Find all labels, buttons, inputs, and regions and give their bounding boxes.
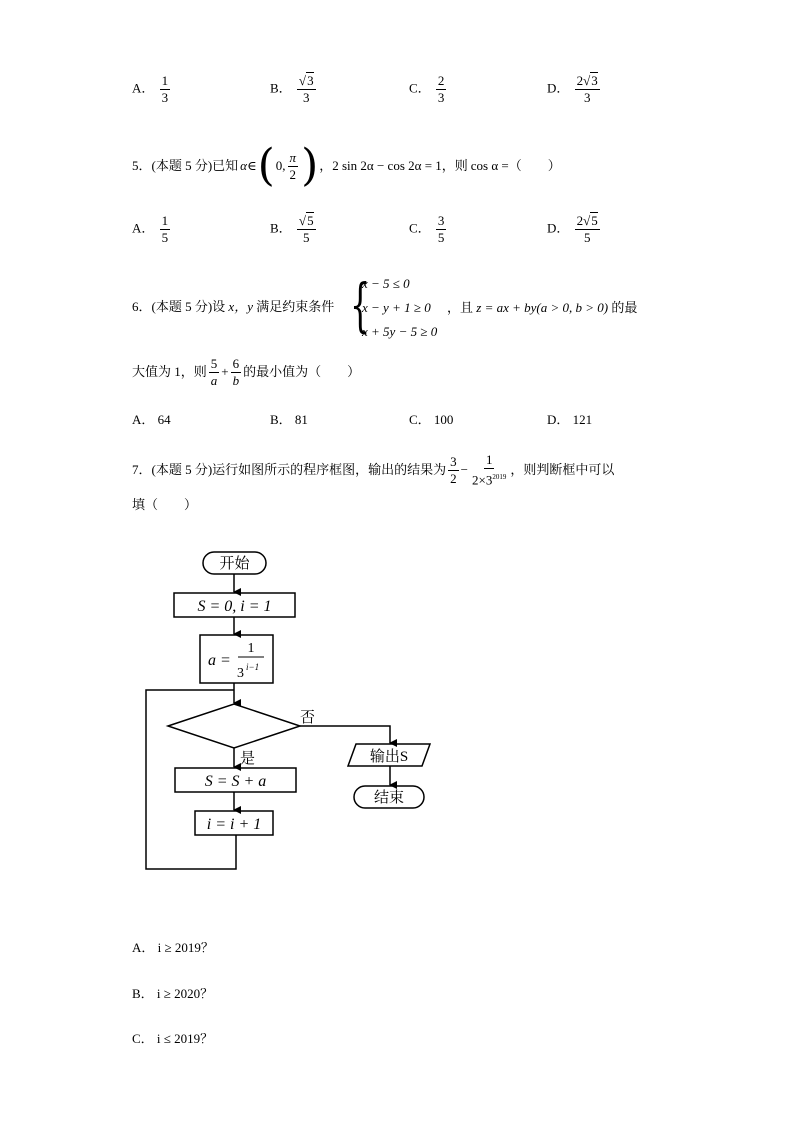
constraint-2: x − y + 1 ≥ 0 xyxy=(362,300,431,315)
fraction: $\frac{1}{5}$ xyxy=(161,213,169,245)
decision-diamond xyxy=(168,704,300,748)
fraction: $\frac{6}{b}$ xyxy=(232,355,240,388)
yes-label: 是 xyxy=(240,751,256,767)
system-brace: { xyxy=(350,271,371,339)
fraction: $\frac{1}{3}$ xyxy=(161,73,169,105)
fraction: $\frac{2}{3}$ xyxy=(437,73,445,105)
fraction: $\frac{1}{2\times 3^{2019}}$ xyxy=(472,451,507,488)
q5-option-d: D． $\frac{2√5}{5}$ xyxy=(547,213,598,245)
constraint-1: x − 5 ≤ 0 xyxy=(362,276,410,291)
fraction: $\frac{2√5}{5}$ xyxy=(576,213,598,245)
q7-option-a: A． i ≥ 2019？ xyxy=(132,940,214,955)
output-label: 输出S xyxy=(369,749,409,765)
fraction: $\frac{3}{2}$ xyxy=(450,453,457,486)
q5-option-c: C． $\frac{3}{5}$ xyxy=(409,213,445,245)
question-6-prefix: 6．(本题 5 分)设 x，y 满足约束条件 xyxy=(132,299,335,314)
end-label: 结束 xyxy=(373,790,405,806)
fraction: $\frac{\pi}{2}$ xyxy=(289,149,297,182)
q4-option-b: B． $\frac{√3}{3}$ xyxy=(270,73,314,105)
question-5-stem: 5．(本题 5 分)已知 α∈ ( 0, $\frac{\pi}{2}$ ) ，2 sin 2α − cos 2α = 1，则 cos α =（ ） xyxy=(132,140,561,191)
assign-a-num: 1 xyxy=(247,641,255,656)
q7-option-c: C． i ≤ 2019？ xyxy=(132,1031,214,1046)
fraction: $\frac{3}{5}$ xyxy=(437,213,445,245)
question-7-line2: 填（ ） xyxy=(132,497,198,512)
arrow-no xyxy=(300,726,390,743)
q7-option-b: B． i ≥ 2020？ xyxy=(132,986,214,1001)
no-label: 否 xyxy=(300,710,316,726)
fraction: $\frac{2√3}{3}$ xyxy=(576,73,598,105)
assign-a-den-base: 3 xyxy=(237,666,244,681)
init-label: S = 0, i = 1 xyxy=(197,598,272,615)
q4-option-d: D． $\frac{2√3}{3}$ xyxy=(547,73,598,105)
question-6-line2: 大值为 1，则 $\frac{5}{a}$ + $\frac{6}{b}$ 的最小值为（ ） xyxy=(132,355,361,388)
assign-a-den-exp: i−1 xyxy=(246,662,260,672)
q5-option-a: A． $\frac{1}{5}$ xyxy=(132,213,169,245)
sum-label: S = S + a xyxy=(204,773,267,790)
start-label: 开始 xyxy=(219,556,250,572)
question-6-objective: ，且 z = ax + by(a > 0, b > 0) 的最 xyxy=(447,300,638,315)
fraction: $\frac{5}{a}$ xyxy=(210,355,218,388)
q4-option-c: C． $\frac{2}{3}$ xyxy=(409,73,445,105)
q6-option-c: C． 100 xyxy=(409,412,454,427)
q4-option-a: A． $\frac{1}{3}$ xyxy=(132,73,169,105)
q6-option-d: D． 121 xyxy=(547,412,593,427)
fraction: $\frac{√3}{3}$ xyxy=(298,73,314,105)
q6-option-a: A． 64 xyxy=(132,412,171,427)
question-7-stem: 7．(本题 5 分)运行如图所示的程序框图，输出的结果为 $\frac{3}{2}$ − $\frac{1}{2\times 3^{2019}}$ ，则判断框中可以 xyxy=(132,451,615,488)
inc-label: i = i + 1 xyxy=(206,816,262,833)
q5-option-b: B． $\frac{√5}{5}$ xyxy=(270,213,314,245)
q6-option-b: B． 81 xyxy=(270,412,308,427)
constraint-3: x + 5y − 5 ≥ 0 xyxy=(362,324,438,339)
assign-a-lhs: a = xyxy=(208,652,231,669)
fraction: $\frac{√5}{5}$ xyxy=(298,213,314,245)
